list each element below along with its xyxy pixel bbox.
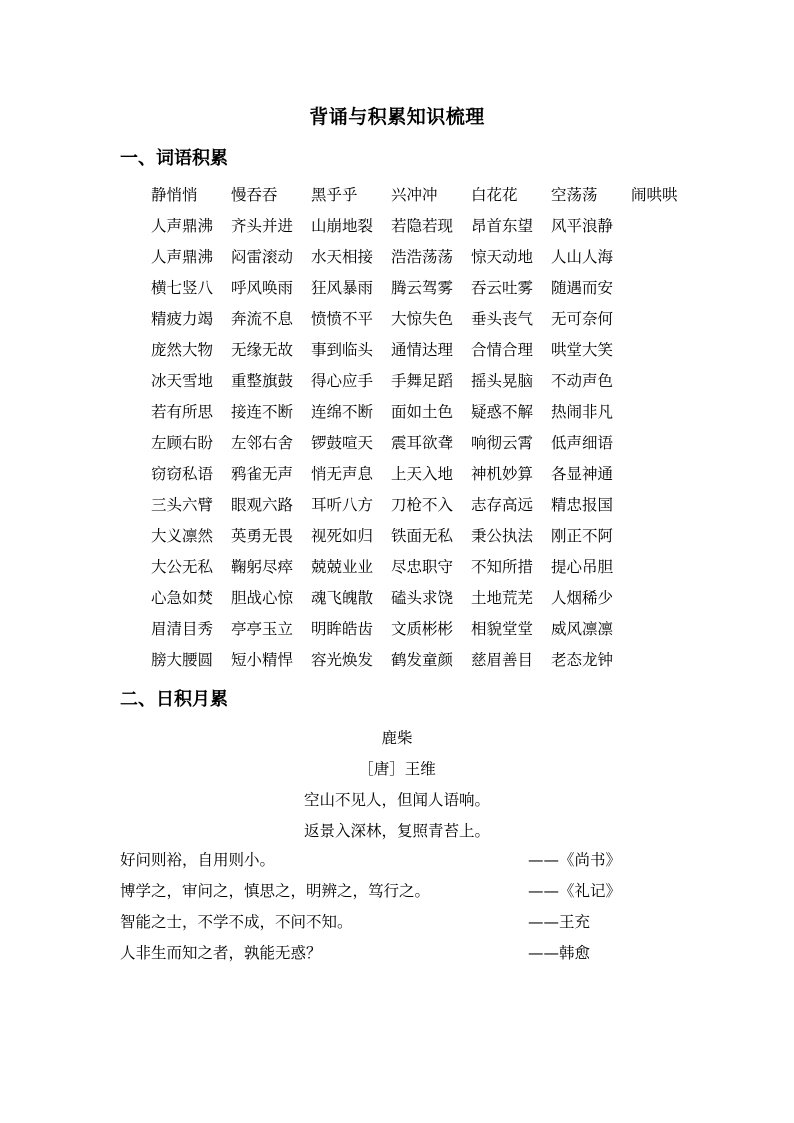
vocabulary-word: 人山人海 <box>551 248 614 266</box>
vocabulary-word: 哄堂大笑 <box>551 341 614 359</box>
vocabulary-word: 心急如焚 <box>151 589 214 607</box>
vocabulary-word: 磕头求饶 <box>391 589 454 607</box>
vocabulary-word: 耳听八方 <box>311 496 374 514</box>
vocabulary-word: 容光焕发 <box>311 651 374 669</box>
quote-text: 好问则裕，自用则小。 <box>120 851 276 869</box>
vocabulary-word: 兢兢业业 <box>311 558 374 576</box>
vocabulary-word: 秉公执法 <box>471 527 534 545</box>
vocabulary-word: 重整旗鼓 <box>231 372 294 390</box>
quote-source: ——王充 <box>528 913 591 931</box>
quote-row <box>120 907 680 938</box>
word-row <box>151 552 711 583</box>
vocabulary-word: 神机妙算 <box>471 465 534 483</box>
quote-source: ——《礼记》 <box>528 882 622 900</box>
vocabulary-word: 鸦雀无声 <box>231 465 294 483</box>
vocabulary-word: 威风凛凛 <box>551 620 614 638</box>
vocabulary-word: 短小精悍 <box>231 651 294 669</box>
vocabulary-word: 吞云吐雾 <box>471 279 534 297</box>
vocabulary-word: 山崩地裂 <box>311 217 374 235</box>
vocabulary-word: 志存高远 <box>471 496 534 514</box>
quote-source: ——《尚书》 <box>528 851 622 869</box>
poem-line: 空山不见人，但闻人语响。 <box>303 791 490 809</box>
vocabulary-word: 连绵不断 <box>311 403 374 421</box>
vocabulary-word: 尽忠职守 <box>391 558 454 576</box>
word-row <box>151 490 711 521</box>
vocabulary-word: 得心应手 <box>311 372 374 390</box>
vocabulary-word: 铁面无私 <box>391 527 454 545</box>
vocabulary-word: 合情合理 <box>471 341 534 359</box>
vocabulary-word: 人烟稀少 <box>551 589 614 607</box>
quote-text: 博学之，审问之，慎思之，明辨之，笃行之。 <box>120 882 431 900</box>
section-heading-daily-accumulation: 二、日积月累 <box>120 689 228 710</box>
vocabulary-word: 惊天动地 <box>471 248 534 266</box>
word-row <box>151 366 711 397</box>
vocabulary-word: 响彻云霄 <box>471 434 534 452</box>
vocabulary-word: 浩浩荡荡 <box>391 248 454 266</box>
poem-author: ［唐］王维 <box>358 760 436 778</box>
vocabulary-word: 面如土色 <box>391 403 454 421</box>
vocabulary-word: 随遇而安 <box>551 279 614 297</box>
quote-text: 智能之士，不学不成，不问不知。 <box>120 913 353 931</box>
vocabulary-word: 疑惑不解 <box>471 403 534 421</box>
vocabulary-word: 无可奈何 <box>551 310 614 328</box>
vocabulary-word: 震耳欲聋 <box>391 434 454 452</box>
word-row <box>151 211 711 242</box>
quote-row <box>120 938 680 969</box>
vocabulary-word: 庞然大物 <box>151 341 214 359</box>
word-row <box>151 583 711 614</box>
vocabulary-word: 左顾右盼 <box>151 434 214 452</box>
quote-text: 人非生而知之者，孰能无惑？ <box>120 944 322 962</box>
poem-line: 返景入深林，复照青苔上。 <box>303 822 490 840</box>
vocabulary-word: 热闹非凡 <box>551 403 614 421</box>
word-row <box>151 180 711 211</box>
vocabulary-word: 慢吞吞 <box>231 186 278 204</box>
vocabulary-word: 膀大腰圆 <box>151 651 214 669</box>
word-row <box>151 645 711 676</box>
vocabulary-word: 若有所思 <box>151 403 214 421</box>
vocabulary-word: 刚正不阿 <box>551 527 614 545</box>
vocabulary-word: 鞠躬尽瘁 <box>231 558 294 576</box>
vocabulary-word: 三头六臂 <box>151 496 214 514</box>
vocabulary-word: 大公无私 <box>151 558 214 576</box>
vocabulary-word: 左邻右舍 <box>231 434 294 452</box>
vocabulary-word: 腾云驾雾 <box>391 279 454 297</box>
word-row <box>151 521 711 552</box>
quote-row <box>120 845 680 876</box>
vocabulary-word: 悄无声息 <box>311 465 374 483</box>
vocabulary-word: 手舞足蹈 <box>391 372 454 390</box>
vocabulary-word: 锣鼓喧天 <box>311 434 374 452</box>
vocabulary-word: 慈眉善目 <box>471 651 534 669</box>
poem-title: 鹿柴 <box>381 729 413 747</box>
quote-row <box>120 876 680 907</box>
word-row <box>151 428 711 459</box>
vocabulary-word: 文质彬彬 <box>391 620 454 638</box>
vocabulary-word: 各显神通 <box>551 465 614 483</box>
vocabulary-word: 横七竖八 <box>151 279 214 297</box>
word-row <box>151 614 711 645</box>
vocabulary-grid <box>151 180 711 676</box>
vocabulary-word: 不动声色 <box>551 372 614 390</box>
word-row <box>151 459 711 490</box>
vocabulary-word: 闹哄哄 <box>631 186 678 204</box>
vocabulary-word: 鹤发童颜 <box>391 651 454 669</box>
vocabulary-word: 低声细语 <box>551 434 614 452</box>
vocabulary-word: 精疲力竭 <box>151 310 214 328</box>
vocabulary-word: 白花花 <box>471 186 518 204</box>
vocabulary-word: 大惊失色 <box>391 310 454 328</box>
vocabulary-word: 水天相接 <box>311 248 374 266</box>
vocabulary-word: 土地荒芜 <box>471 589 534 607</box>
vocabulary-word: 愤愤不平 <box>311 310 374 328</box>
vocabulary-word: 视死如归 <box>311 527 374 545</box>
quote-source: ——韩愈 <box>528 944 591 962</box>
vocabulary-word: 闷雷滚动 <box>231 248 294 266</box>
vocabulary-word: 若隐若现 <box>391 217 454 235</box>
vocabulary-word: 精忠报国 <box>551 496 614 514</box>
vocabulary-word: 上天入地 <box>391 465 454 483</box>
word-row <box>151 304 711 335</box>
vocabulary-word: 摇头晃脑 <box>471 372 534 390</box>
vocabulary-word: 胆战心惊 <box>231 589 294 607</box>
vocabulary-word: 窃窃私语 <box>151 465 214 483</box>
vocabulary-word: 英勇无畏 <box>231 527 294 545</box>
word-row <box>151 397 711 428</box>
word-row <box>151 273 711 304</box>
vocabulary-word: 垂头丧气 <box>471 310 534 328</box>
vocabulary-word: 魂飞魄散 <box>311 589 374 607</box>
vocabulary-word: 刀枪不入 <box>391 496 454 514</box>
word-row <box>151 335 711 366</box>
vocabulary-word: 明眸皓齿 <box>311 620 374 638</box>
vocabulary-word: 黑乎乎 <box>311 186 358 204</box>
vocabulary-word: 不知所措 <box>471 558 534 576</box>
vocabulary-word: 齐头并进 <box>231 217 294 235</box>
vocabulary-word: 呼风唤雨 <box>231 279 294 297</box>
vocabulary-word: 事到临头 <box>311 341 374 359</box>
word-row <box>151 242 711 273</box>
vocabulary-word: 眼观六路 <box>231 496 294 514</box>
vocabulary-word: 老态龙钟 <box>551 651 614 669</box>
quote-list <box>120 845 680 969</box>
vocabulary-word: 大义凛然 <box>151 527 214 545</box>
vocabulary-word: 奔流不息 <box>231 310 294 328</box>
vocabulary-word: 眉清目秀 <box>151 620 214 638</box>
vocabulary-word: 昂首东望 <box>471 217 534 235</box>
vocabulary-word: 亭亭玉立 <box>231 620 294 638</box>
vocabulary-word: 无缘无故 <box>231 341 294 359</box>
vocabulary-word: 通情达理 <box>391 341 454 359</box>
page-title: 背诵与积累知识梳理 <box>309 106 485 128</box>
vocabulary-word: 风平浪静 <box>551 217 614 235</box>
vocabulary-word: 兴冲冲 <box>391 186 438 204</box>
vocabulary-word: 提心吊胆 <box>551 558 614 576</box>
vocabulary-word: 狂风暴雨 <box>311 279 374 297</box>
vocabulary-word: 人声鼎沸 <box>151 248 214 266</box>
section-heading-vocabulary: 一、词语积累 <box>120 148 228 169</box>
vocabulary-word: 冰天雪地 <box>151 372 214 390</box>
poem <box>0 723 794 847</box>
vocabulary-word: 空荡荡 <box>551 186 598 204</box>
vocabulary-word: 静悄悄 <box>151 186 198 204</box>
vocabulary-word: 相貌堂堂 <box>471 620 534 638</box>
vocabulary-word: 接连不断 <box>231 403 294 421</box>
vocabulary-word: 人声鼎沸 <box>151 217 214 235</box>
